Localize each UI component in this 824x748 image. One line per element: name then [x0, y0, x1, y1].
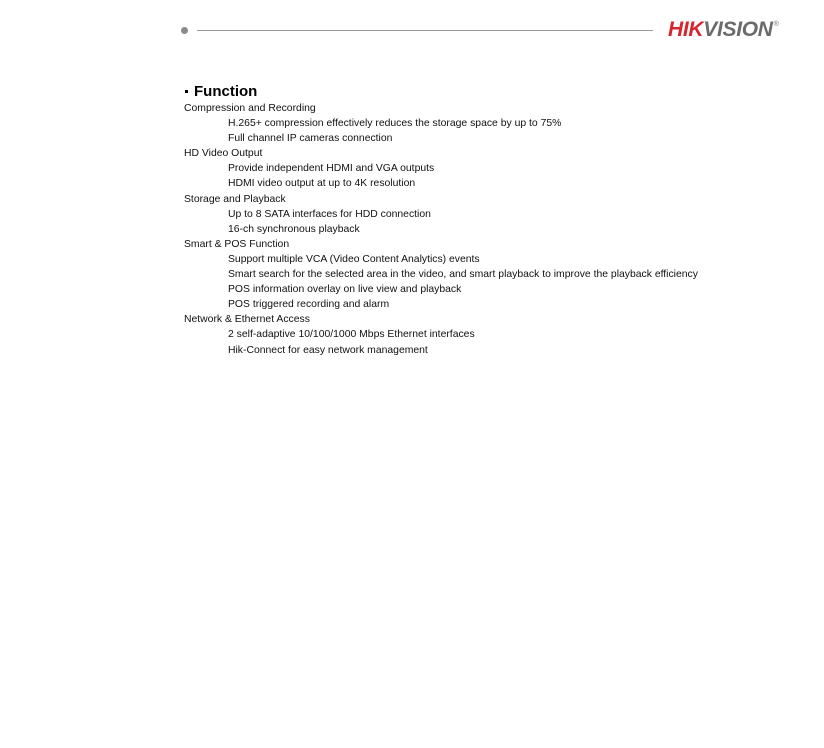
- logo-vision-text: VISION: [703, 18, 773, 41]
- feature-item: 16-ch synchronous playback: [228, 223, 360, 235]
- hikvision-logo: [668, 18, 779, 42]
- feature-item: Up to 8 SATA interfaces for HDD connection: [228, 208, 431, 220]
- feature-item: Full channel IP cameras connection: [228, 133, 393, 145]
- feature-item: POS information overlay on live view and playback: [228, 284, 462, 296]
- logo-registered-mark: ®: [773, 21, 779, 28]
- feature-group: [184, 312, 804, 357]
- feature-group-title: Storage and Playback: [184, 193, 286, 205]
- function-section: [184, 80, 804, 358]
- header-dot: [181, 27, 188, 34]
- feature-item: Smart search for the selected area in the video, and smart playback to improve the playback efficiency: [228, 269, 698, 281]
- feature-group: [184, 192, 804, 237]
- feature-group-title: Compression and Recording: [184, 103, 316, 114]
- logo-hik-text: HIK: [668, 18, 704, 41]
- section-heading: [184, 80, 804, 102]
- square-bullet-icon: [185, 90, 188, 93]
- feature-group-list: [184, 101, 804, 358]
- feature-item: H.265+ compression effectively reduces the storage space by up to 75%: [228, 118, 562, 130]
- feature-item: HDMI video output at up to 4K resolution: [228, 178, 416, 190]
- section-title: Function: [194, 82, 258, 100]
- feature-group: [184, 146, 804, 191]
- feature-group: [184, 237, 804, 312]
- feature-item: Support multiple VCA (Video Content Analytics) events: [228, 253, 480, 265]
- feature-item: Hik-Connect for easy network management: [228, 344, 428, 356]
- feature-item: 2 self-adaptive 10/100/1000 Mbps Ethernet interfaces: [228, 329, 475, 341]
- header-rule: [197, 30, 653, 31]
- feature-group-title: HD Video Output: [184, 148, 263, 160]
- feature-group-title: Network & Ethernet Access: [184, 314, 310, 326]
- feature-item: Provide independent HDMI and VGA outputs: [228, 163, 435, 175]
- feature-group: [184, 101, 804, 146]
- feature-item: POS triggered recording and alarm: [228, 299, 390, 311]
- feature-group-title: Smart & POS Function: [184, 238, 290, 250]
